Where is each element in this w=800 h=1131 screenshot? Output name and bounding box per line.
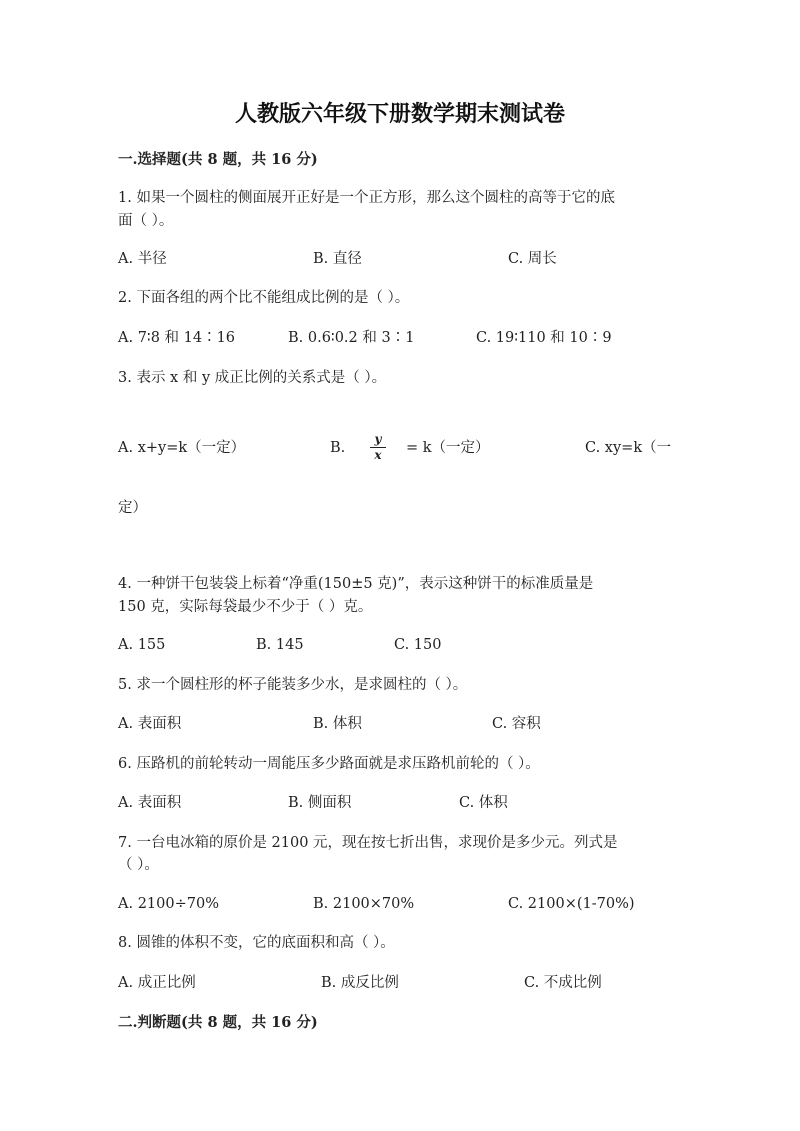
question-6-text: 6. 压路机的前轮转动一周能压多少路面就是求压路机前轮的（ ）。 xyxy=(118,756,540,772)
question-3-option-b-equation: = k（一定） xyxy=(406,440,490,456)
fraction-numerator: y xyxy=(374,432,382,446)
question-7-option-c[interactable]: C. 2100×(1-70%) xyxy=(508,896,635,912)
section-heading-choice: 一.选择题(共 8 题，共 16 分) xyxy=(118,151,318,168)
question-2-option-b[interactable]: B. 0.6∶0.2 和 3∶1 xyxy=(288,330,415,346)
question-4-option-b[interactable]: B. 145 xyxy=(256,637,304,653)
question-5-option-a[interactable]: A. 表面积 xyxy=(118,716,182,732)
question-8-option-b[interactable]: B. 成反比例 xyxy=(321,975,399,991)
question-4-option-a[interactable]: A. 155 xyxy=(118,637,166,653)
question-5-option-c[interactable]: C. 容积 xyxy=(492,716,541,732)
question-7-line-1: 7. 一台电冰箱的原价是 2100 元，现在按七折出售，求现价是多少元。列式是 xyxy=(118,835,618,851)
question-5-text: 5. 求一个圆柱形的杯子能装多少水，是求圆柱的（ ）。 xyxy=(118,677,468,693)
question-1-line-1: 1. 如果一个圆柱的侧面展开正好是一个正方形，那么这个圆柱的高等于它的底 xyxy=(118,190,615,206)
question-8-text: 8. 圆锥的体积不变，它的底面积和高（ ）。 xyxy=(118,935,395,951)
question-3-option-b-label[interactable]: B. xyxy=(330,440,346,456)
section-heading-judgment: 二.判断题(共 8 题，共 16 分) xyxy=(118,1014,318,1031)
question-6-option-a[interactable]: A. 表面积 xyxy=(118,795,182,811)
question-7-option-b[interactable]: B. 2100×70% xyxy=(313,896,415,912)
question-2-text: 2. 下面各组的两个比不能组成比例的是（ ）。 xyxy=(118,290,410,306)
question-6-option-b[interactable]: B. 侧面积 xyxy=(288,795,352,811)
question-2-option-a[interactable]: A. 7∶8 和 14∶16 xyxy=(118,330,236,346)
question-1-line-2: 面（ ）。 xyxy=(118,213,174,229)
question-6-option-c[interactable]: C. 体积 xyxy=(459,795,508,811)
fraction-denominator: x xyxy=(374,448,382,462)
question-7-option-a[interactable]: A. 2100÷70% xyxy=(118,896,219,912)
question-1-option-c[interactable]: C. 周长 xyxy=(508,251,557,267)
question-8-option-a[interactable]: A. 成正比例 xyxy=(118,975,196,991)
question-3-option-c[interactable]: C. xy=k（一 xyxy=(585,440,672,456)
question-2-option-c[interactable]: C. 19∶110 和 10∶9 xyxy=(476,330,612,346)
question-3-option-a[interactable]: A. x+y=k（一定） xyxy=(118,440,246,456)
question-4-line-1: 4. 一种饼干包装袋上标着“净重(150±5 克)”，表示这种饼干的标准质量是 xyxy=(118,576,594,592)
question-3-fraction xyxy=(370,433,386,462)
question-1-option-b[interactable]: B. 直径 xyxy=(313,251,362,267)
question-3-option-c-continued: 定） xyxy=(118,500,147,516)
page-title: 人教版六年级下册数学期末测试卷 xyxy=(234,101,565,127)
question-3-text: 3. 表示 x 和 y 成正比例的关系式是（ ）。 xyxy=(118,370,387,386)
question-4-line-2: 150 克，实际每袋最少不少于（ ）克。 xyxy=(118,599,373,615)
question-8-option-c[interactable]: C. 不成比例 xyxy=(524,975,602,991)
question-7-line-2: （ ）。 xyxy=(118,857,159,873)
question-1-option-a[interactable]: A. 半径 xyxy=(118,251,167,267)
question-5-option-b[interactable]: B. 体积 xyxy=(313,716,362,732)
question-4-option-c[interactable]: C. 150 xyxy=(394,637,442,653)
